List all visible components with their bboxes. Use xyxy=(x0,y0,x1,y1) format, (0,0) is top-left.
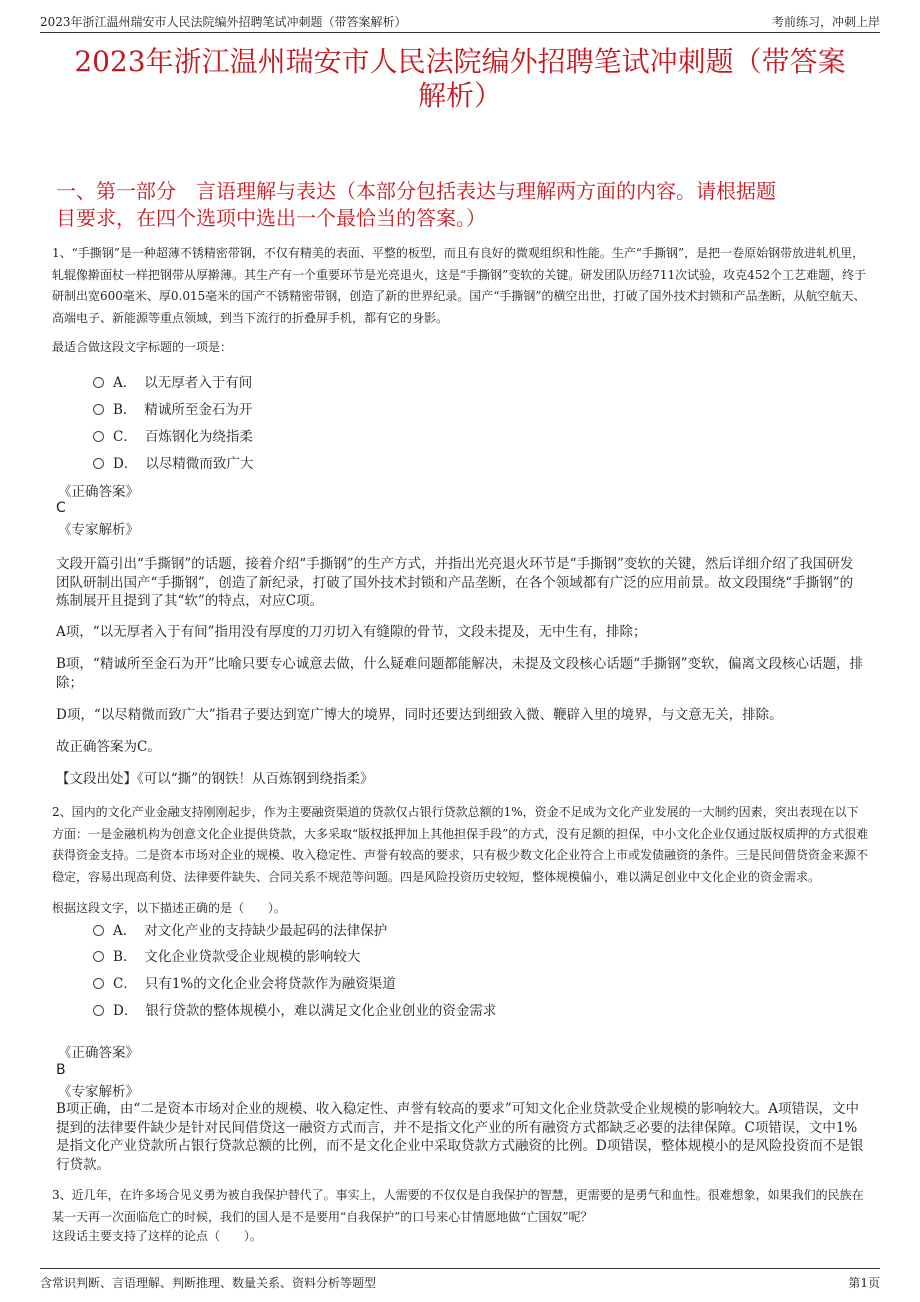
footer-note: 含常识判断、言语理解、判断推理、数量关系、资料分析等题型 xyxy=(40,1276,377,1290)
radio-icon[interactable] xyxy=(93,978,104,989)
q3-question: 这段话主要支持了这样的论点（ ）。 xyxy=(52,1229,263,1243)
title-line-1: 2023年浙江温州瑞安市人民法院编外招聘笔试冲刺题（带答案 xyxy=(74,45,846,78)
q2-option-a[interactable]: A． 对文化产业的支持缺少最起码的法律保护 xyxy=(93,922,387,940)
q1-analysis-b: B项，“精诚所至金石为开”比喻只要专心诚意去做，什么疑难问题都能解决，未提及文段核心话题“手撕钢”变软，偏离文段核心话题，排除； xyxy=(56,656,864,691)
page-title xyxy=(40,45,880,113)
section-heading xyxy=(56,178,868,232)
q1-option-b[interactable]: B． 精诚所至金石为开 xyxy=(93,401,252,419)
q1-analysis-d: D项，“以尽精微而致广大”指君子要达到宽广博大的境界，同时还要达到细致入微、鞭辟入里的境界，与文意无关，排除。 xyxy=(56,707,783,723)
q1-analysis-conclusion: 故正确答案为C。 xyxy=(56,739,161,755)
q1-answer: C xyxy=(56,500,66,516)
q1-option-a[interactable]: A． 以无厚者入于有间 xyxy=(93,374,252,392)
section-heading-line-2: 目要求，在四个选项中选出一个最恰当的答案。） xyxy=(56,206,486,230)
q1-source: 【文段出处】《可以“撕”的钢铁！从百炼钢到绕指柔》 xyxy=(56,771,374,787)
header-title: 2023年浙江温州瑞安市人民法院编外招聘笔试冲刺题（带答案解析） xyxy=(40,15,407,29)
q1-option-c[interactable]: C． 百炼钢化为绕指柔 xyxy=(93,428,253,446)
q2-option-b[interactable]: B． 文化企业贷款受企业规模的影响较大 xyxy=(93,948,360,966)
radio-icon[interactable] xyxy=(93,1005,104,1016)
q2-correct-label: 《正确答案》 xyxy=(58,1045,139,1061)
header-slogan: 考前练习，冲刺上岸 xyxy=(771,15,880,29)
q2-analysis-label: 《专家解析》 xyxy=(58,1084,139,1100)
q2-option-c[interactable]: C． 只有1%的文化企业会将贷款作为融资渠道 xyxy=(93,975,396,993)
q1-question: 最适合做这段文字标题的一项是： xyxy=(52,340,233,354)
q2-answer: B xyxy=(56,1062,66,1078)
radio-icon[interactable] xyxy=(93,458,104,469)
q2-analysis: B项正确，由“二是资本市场对企业的规模、收入稳定性、声誉有较高的要求”可知文化企业贷款受企业规模的影响较大。A项错误，文中提到的法律要件缺少是针对民间借贷这一融资方式而言，并不是指文化产业的所有融资方式都缺乏必要的法律保障。C项错误，文中1%是指文化产业贷款所占银行贷款总额的比例，而不是文化企业中采取贷款方式融资的比例。D项错误，整体规模小的是风险投资而不是银行贷款。 xyxy=(56,1101,864,1173)
page-header xyxy=(40,10,880,33)
q1-analysis-summary: 文段开篇引出“手撕钢”的话题，接着介绍“手撕钢”的生产方式，并指出光亮退火环节是“手撕钢”变软的关键，然后详细介绍了我国研发团队研制出国产“手撕钢”，创造了新纪录，打破了国外技术封锁和产品垄断，在各个领域都有广泛的应用前景。故文段围绕“手撕钢”的炼制展开且提到了其“软”的特点，对应C项。 xyxy=(56,556,854,609)
q2-stem: 2、国内的文化产业金融支持刚刚起步，作为主要融资渠道的贷款仅占银行贷款总额的1%，资金不足成为文化产业发展的一大制约因素，突出表现在以下方面：一是金融机构为创意文化企业提供贷款，大多采取“版权抵押加上其他担保手段”的方式，没有足额的担保，中小文化企业仅通过版权质押的方式很难获得资金支持。二是资本市场对企业的规模、收入稳定性、声誉有较高的要求，只有极少数文化企业符合上市或发债融资的条件。三是民间借贷资金来源不稳定，容易出现高利贷、法律要件缺失、合同关系不规范等问题。四是风险投资历史较短，整体规模偏小，难以满足创业中文化企业的资金需求。 xyxy=(52,805,869,884)
radio-icon[interactable] xyxy=(93,431,104,442)
radio-icon[interactable] xyxy=(93,404,104,415)
page-number: 第1页 xyxy=(848,1276,880,1290)
q2-option-d[interactable]: D． 银行贷款的整体规模小，难以满足文化企业创业的资金需求 xyxy=(93,1002,496,1020)
section-heading-line-1: 一、第一部分 言语理解与表达（本部分包括表达与理解两方面的内容。请根据题 xyxy=(56,179,776,203)
q1-correct-label: 《正确答案》 xyxy=(58,484,139,500)
q1-option-d[interactable]: D． 以尽精微而致广大 xyxy=(93,455,253,473)
radio-icon[interactable] xyxy=(93,951,104,962)
q1-analysis-a: A项，“以无厚者入于有间”指用没有厚度的刀刃切入有缝隙的骨节，文段未提及，无中生有，排除； xyxy=(56,624,647,640)
radio-icon[interactable] xyxy=(93,925,104,936)
title-line-2: 解析） xyxy=(417,79,502,112)
q2-question: 根据这段文字，以下描述正确的是（ ）。 xyxy=(52,901,287,915)
page-footer xyxy=(40,1268,880,1297)
q1-analysis-label: 《专家解析》 xyxy=(58,522,139,538)
radio-icon[interactable] xyxy=(93,377,104,388)
q3-stem: 3、近几年，在许多场合见义勇为被自我保护替代了。事实上，人需要的不仅仅是自我保护的智慧，更需要的是勇气和血性。很难想象，如果我们的民族在某一天再一次面临危亡的时候，我们的国人是不是要用“自我保护”的口号来心甘情愿地做“亡国奴”呢？ xyxy=(52,1188,864,1224)
q1-stem: 1、“手撕钢”是一种超薄不锈精密带钢，不仅有精美的表面、平整的板型，而且有良好的微观组织和性能。生产“手撕钢”，是把一卷原始钢带放进轧机里，轧辊像擀面杖一样把钢带从厚擀薄。其生产有一个重要环节是光亮退火，这是“手撕钢”变软的关键。研发团队历经711次试验，攻克452个工艺难题，终于研制出宽600毫米、厚0.015毫米的国产不锈精密带钢，创造了新的世界纪录。国产“手撕钢”的横空出世，打破了国外技术封锁和产品垄断，从航空航天、高端电子、新能源等重点领域，到当下流行的折叠屏手机，都有它的身影。 xyxy=(52,246,867,325)
